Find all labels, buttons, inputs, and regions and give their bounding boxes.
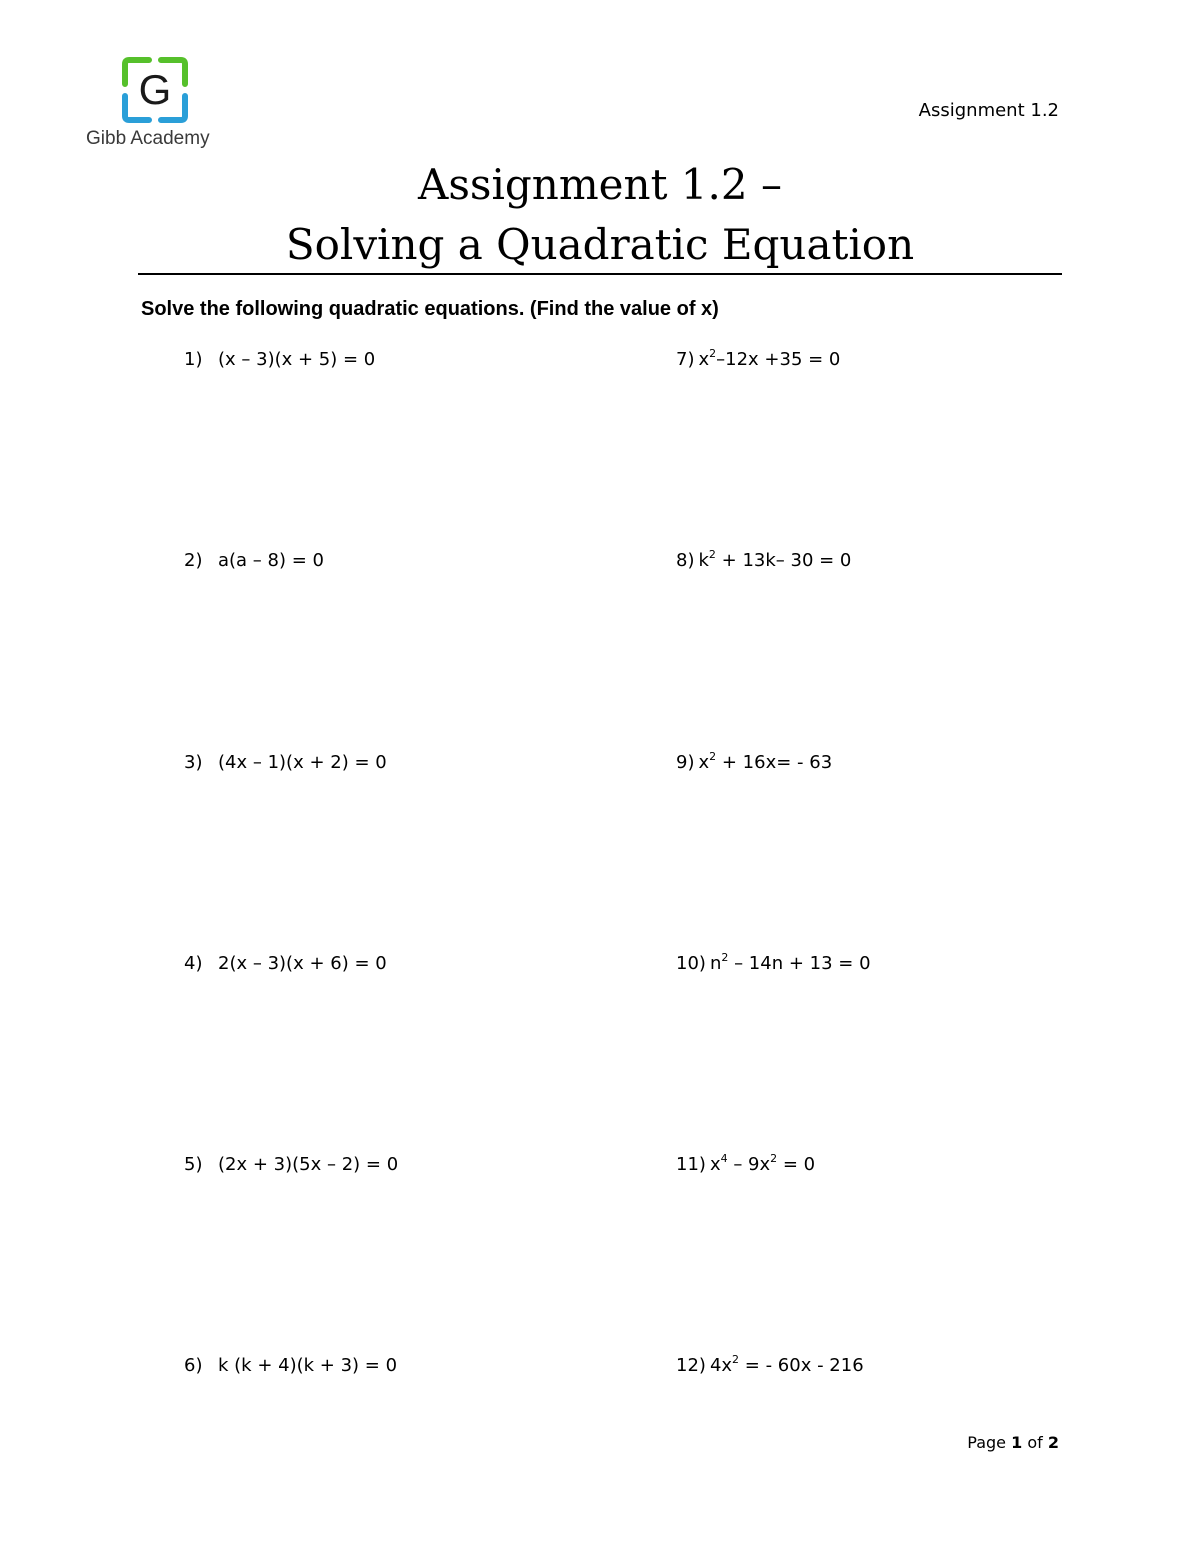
equation-text: = 0 (777, 1154, 816, 1175)
problem-number: 5) (184, 1154, 203, 1175)
problem-equation (710, 1355, 864, 1376)
problem-equation (218, 349, 375, 370)
equation-text: = - 60x - 216 (739, 1355, 864, 1376)
page-number (967, 1433, 1059, 1452)
equation-text: (4x – 1)(x + 2) = 0 (218, 752, 387, 773)
problem-10 (676, 953, 871, 974)
equation-text: k (k + 4)(k + 3) = 0 (218, 1355, 398, 1376)
equation-text: x (698, 349, 710, 370)
page-word: Page (967, 1433, 1007, 1452)
problem-equation (218, 752, 387, 773)
problem-equation (218, 550, 324, 571)
exponent: 2 (721, 951, 729, 964)
equation-text: 4x (709, 1355, 733, 1376)
exponent: 2 (709, 750, 717, 763)
problem-number: 6) (184, 1355, 203, 1376)
instructions: Solve the following quadratic equations. (Find the value of x) (141, 298, 719, 320)
problem-number: 9) (676, 752, 695, 773)
equation-text: (x – 3)(x + 5) = 0 (218, 349, 376, 370)
page-title-line-2: Solving a Quadratic Equation (285, 220, 915, 269)
equation-text: – 14n + 13 = 0 (728, 953, 871, 974)
problem-11 (676, 1154, 815, 1175)
problem-number: 12) (676, 1355, 706, 1376)
problem-7 (676, 349, 840, 370)
problem-number: 4) (184, 953, 203, 974)
problem-4 (184, 953, 387, 974)
page-current: 1 (1011, 1433, 1023, 1452)
exponent: 2 (732, 1353, 740, 1366)
problem-number: 3) (184, 752, 203, 773)
equation-text: x (709, 1154, 721, 1175)
problem-equation (218, 1154, 398, 1175)
problem-8 (676, 550, 851, 571)
problem-12 (676, 1355, 864, 1376)
equation-text: + 13k– 30 = 0 (715, 550, 852, 571)
problem-number: 10) (676, 953, 706, 974)
equation-text: + 16x= - 63 (716, 752, 833, 773)
exponent: 2 (770, 1152, 778, 1165)
problem-equation (710, 1154, 815, 1175)
problem-equation (698, 550, 851, 571)
problem-number: 2) (184, 550, 203, 571)
equation-text: n (709, 953, 722, 974)
problem-1 (184, 349, 375, 370)
equation-text: k (698, 550, 709, 571)
equation-text: (2x + 3)(5x – 2) = 0 (218, 1154, 399, 1175)
exponent: 2 (709, 347, 717, 360)
exponent: 2 (708, 548, 716, 561)
exponent: 4 (720, 1152, 728, 1165)
running-header: Assignment 1.2 (918, 100, 1059, 121)
problem-number: 7) (676, 349, 695, 370)
problem-2 (184, 550, 324, 571)
equation-text: 2(x – 3)(x + 6) = 0 (218, 953, 387, 974)
problem-equation (698, 752, 832, 773)
problem-equation (218, 953, 387, 974)
problem-9 (676, 752, 832, 773)
problem-6 (184, 1355, 397, 1376)
logo-letter: G (138, 66, 172, 113)
equation-text: a(a – 8) = 0 (218, 550, 324, 571)
problem-equation (218, 1355, 397, 1376)
equation-text: x (698, 752, 710, 773)
title-divider (138, 273, 1062, 275)
problem-number: 8) (676, 550, 695, 571)
page-total: 2 (1047, 1433, 1059, 1452)
page-of-word: of (1027, 1433, 1043, 1452)
equation-text: –12x +35 = 0 (716, 349, 841, 370)
problem-5 (184, 1154, 398, 1175)
problem-number: 11) (676, 1154, 706, 1175)
problem-equation (698, 349, 840, 370)
problem-equation (710, 953, 871, 974)
problem-number: 1) (184, 349, 203, 370)
logo (84, 56, 224, 152)
problem-3 (184, 752, 387, 773)
logo-name: Gibb Academy (86, 128, 210, 149)
page-title-line-1: Assignment 1.2 – (418, 160, 782, 209)
equation-text: – 9x (727, 1154, 771, 1175)
